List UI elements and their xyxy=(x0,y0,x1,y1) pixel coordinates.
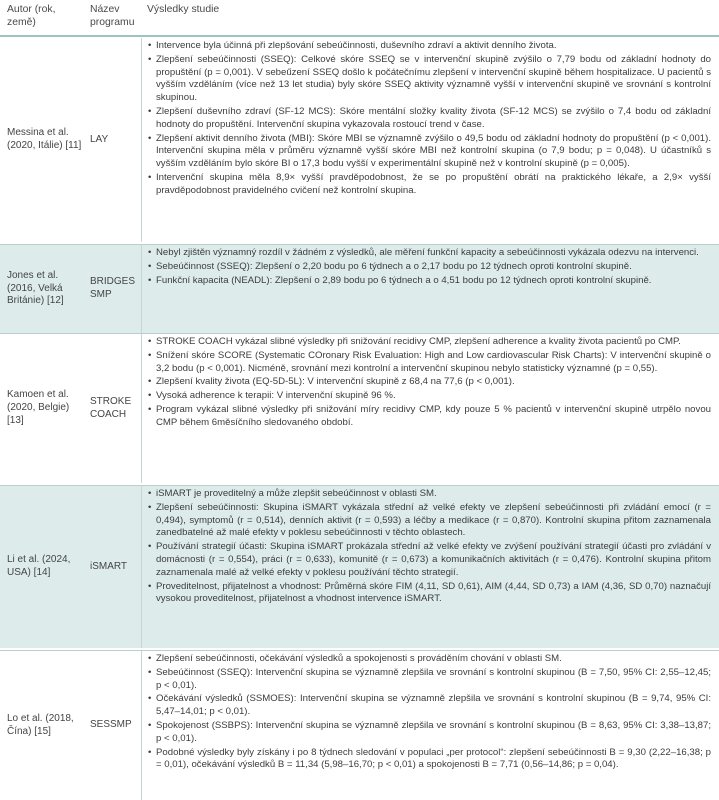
program-cell: LAY xyxy=(90,133,109,145)
header-results: Výsledky studie xyxy=(147,4,220,15)
result-bullet: • Proveditelnost, přijatelnost a vhodnost: Průměrná skóre FIM (4,11, SD 0,61), AIM (4,44, SD 0,73) a IAM (4,36, SD 0,70) naznačují vysokou proveditelnost, přijatelnost a vhodnost intervence iSMART. xyxy=(148,581,711,607)
result-bullet: • Spokojenost (SSBPS): Intervenční skupina se významně zlepšila ve srovnání s kontrolní skupinou (B = 8,63, 95% CI: 3,38–13,87; p < 0,01). xyxy=(148,720,711,746)
table-header xyxy=(0,0,719,37)
result-bullet: • Zlepšení sebeúčinnosti (SSEQ): Celkové skóre SSEQ se v intervenční skupině zvýšilo o 7,79 bodu od základní hodnoty do propuštění (p = 0,001). V sebeűzení SSEQ došlo k počátečnímu zlepšení v intervenční skupině během hospitalizace. U pacientů s vyšším vzděláním (více než 13 let studia) byly skóre SSEQ aktivity významně vyšší v intervenční skupině ve srovnání s kontrolní skupinou. xyxy=(148,54,711,105)
result-bullet: • Snížení skóre SCORE (Systematic COronary Risk Evaluation: High and Low cardiovascular Risk Charts): V intervenční skupině o 3,2 bodu (p < 0,001). Nicméně, srovnání mezi kontrolní a intervenční skupinou nebylo statisticky významné (p = 0,55). xyxy=(148,350,711,376)
results-cell xyxy=(141,334,719,483)
author-cell: Kamoen et al. (2020, Belgie) [13] xyxy=(7,389,70,426)
result-bullet: • Zlepšení sebeúčinnosti: Skupina iSMART vykázala střední až velké efekty ve zlepšení sebeúčinnosti při zvládání emocí (r = 0,494), symptomů (r = 0,514), denních aktivit (r = 0,593) a léčby a medikace (r = 0,870). Kontrolní skupina přitom zaznamenala zanedbatelné až malé efekty v poklesu sebeúčinnosti v těchto oblastech. xyxy=(148,502,711,540)
header-author: Autor (rok, země) xyxy=(7,4,56,28)
author-cell: Messina et al. (2020, Itálie) [11] xyxy=(7,127,82,151)
author-cell: Jones et al. (2016, Velká Británie) [12] xyxy=(7,269,64,307)
author-cell: Li et al. (2024, USA) [14] xyxy=(7,554,71,578)
result-bullet: • Zlepšení kvality života (EQ-5D-5L): V intervenční skupině z 68,4 na 77,6 (p < 0,001). xyxy=(148,376,711,389)
result-bullet: • Program vykázal slibné výsledky při snižování míry recidivy CMP, kdy pouze 5 % pacientů v intervenční skupině utrpělo novou CMP během 6měsíčního sledovaného období. xyxy=(148,404,711,430)
result-bullet: • iSMART je proveditelný a může zlepšit sebeúčinnost v oblasti SM. xyxy=(148,488,711,501)
author-cell: Lo et al. (2018, Čína) [15] xyxy=(7,712,74,737)
program-cell: STROKE COACH xyxy=(90,395,132,420)
table-row xyxy=(0,333,719,483)
result-bullet: • Používání strategií účasti: Skupina iSMART prokázala střední až velké efekty ve zvýšení používání strategií účasti pro zvládání v domácnosti (r = 0,554), práci (r = 0,633), komunitě (r = 0,673) a komunikačních aktivitách (r = 0,476). Kontrolní skupina přitom zaznamenala malé až velké efekty v poklesu používání těchto strategií. xyxy=(148,541,711,579)
result-bullet: • Intervence byla účinná při zlepšování sebeúčinnosti, duševního zdraví a aktivit denního života. xyxy=(148,40,711,53)
result-bullet: • Zlepšení duševního zdraví (SF-12 MCS): Skóre mentální složky kvality života (SF-12 MCS) se zvýšilo o 7,4 bodu od základní hodnoty do propuštění. Intervenční skupina vykazovala rostoucí trend v čase. xyxy=(148,106,711,132)
program-cell: iSMART xyxy=(90,560,128,572)
result-bullet: • Sebeúčinnost (SSEQ): Intervenční skupina se významně zlepšila ve srovnání s kontrolní skupinou (B = 7,50, 95% CI: 2,55–12,45; p < 0,01). xyxy=(148,667,711,693)
result-bullet: • Očekávání výsledků (SSMOES): Intervenční skupina se významně zlepšila ve srovnání s kontrolní skupinou (B = 9,74, 95% CI: 5,47–14,01; p < 0,01). xyxy=(148,693,711,719)
results-cell xyxy=(141,245,719,333)
result-bullet: • Intervenční skupina měla 8,9× vyšší pravděpodobnost, že se po propuštění obrátí na praktického lékaře, a 2,9× vyšší pravděpodobnost pravidelného cvičení než kontrolní skupina. xyxy=(148,172,711,198)
table-row xyxy=(0,650,719,800)
result-bullet: • Funkční kapacita (NEADL): Zlepšení o 2,89 bodu po 6 týdnech a o 4,51 bodu po 12 týdnech oproti kontrolní skupině. xyxy=(148,275,711,288)
result-bullet: • Zlepšení sebeúčinnosti, očekávání výsledků a spokojenosti s prováděním chování v oblasti SM. xyxy=(148,653,711,666)
results-cell xyxy=(141,651,719,800)
result-bullet: • Podobné výsledky byly získány i po 8 týdnech sledování v populaci „per protocol“: zlepšení sebeúčinnosti B = 9,30 (2,22–16,38; p = 0,01), očekávání výsledků B = 11,34 (5,98–16,70; p < 0,01) a spokojenosti B = 7,71 (0,56–14,86; p = 0,04). xyxy=(148,747,711,773)
results-cell xyxy=(141,486,719,648)
header-program: Název programu xyxy=(90,4,135,28)
program-cell: SESSMP xyxy=(90,719,132,731)
result-bullet: • Zlepšení aktivit denního života (MBI): Skóre MBI se významně zvýšilo o 49,5 bodu od základní hodnoty do propuštění (p < 0,001). Intervenční skupina měla v průměru významně vyšší skóre MBI než kontrolní skupina (o 7,9 bodu; p = 0,048). U účastníků s vyšším vzděláním bylo skóre BI o 17,3 bodu vyšší v experimentální skupině než v kontrolní skupině (p = 0,005). xyxy=(148,133,711,171)
table-row xyxy=(0,485,719,648)
result-bullet: • Vysoká adherence k terapii: V intervenční skupině 96 %. xyxy=(148,390,711,403)
result-bullet: • Sebeúčinnost (SSEQ): Zlepšení o 2,20 bodu po 6 týdnech a o 2,17 bodu po 12 týdnech oproti kontrolní skupině. xyxy=(148,261,711,274)
table-row xyxy=(0,38,719,242)
table-row xyxy=(0,244,719,333)
result-bullet: • Nebyl zjištěn významný rozdíl v žádném z výsledků, ale měření funkční kapacity a sebeúčinnosti vykázala odezvu na intervenci. xyxy=(148,247,711,260)
program-cell: BRIDGES SMP xyxy=(90,276,136,300)
results-cell xyxy=(141,38,719,242)
result-bullet: • STROKE COACH vykázal slibné výsledky při snižování recidivy CMP, zlepšení adherence a kvality života pacientů po CMP. xyxy=(148,336,711,349)
